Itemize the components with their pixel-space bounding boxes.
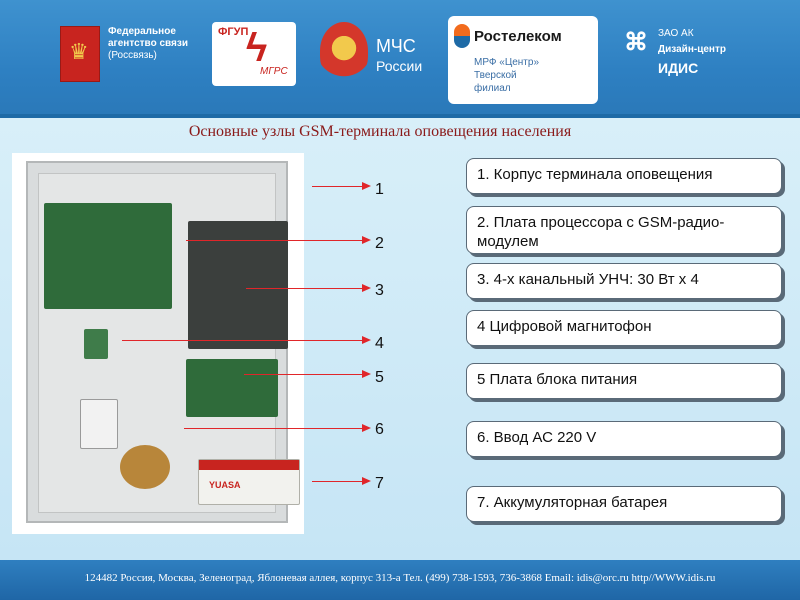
marker-4: 4 (375, 335, 384, 352)
fgup-mgrs-logo (212, 22, 296, 86)
callout-6: 6. Ввод АС 220 V (466, 421, 782, 457)
arrow-4-head (362, 336, 371, 344)
cabinet-enclosure (26, 161, 288, 523)
rostelecom-line2: Тверской (474, 70, 517, 81)
arrow-2-head (362, 236, 371, 244)
arrow-6-line (184, 428, 364, 429)
rossvyaz-abbr: (Россвязь) (108, 50, 157, 61)
footer-contacts: 124482 Россия, Москва, Зеленоград, Яблоневая аллея, корпус 313-а Тел. (499) 738-1593, 736-3868 Email: idis@orc.ru http//WWW.idis.ru (84, 572, 716, 584)
eagle-icon: ♛ (69, 39, 89, 64)
terminal-photo (12, 153, 304, 534)
arrow-4-line (122, 340, 364, 341)
idis-line2: Дизайн-центр (658, 44, 726, 55)
marker-1: 1 (375, 181, 384, 198)
idis-line3: ИДИС (658, 60, 699, 76)
idis-logo-icon: ⌘ (624, 29, 648, 56)
callout-3: 3. 4-х канальный УНЧ: 30 Вт х 4 (466, 263, 782, 299)
russian-emblem-logo (60, 26, 100, 82)
ac-breaker (80, 399, 118, 449)
slide-title: Основные узлы GSM-терминала оповещения населения (188, 123, 572, 140)
processor-board (44, 203, 172, 309)
battery-label: YUASA (209, 480, 241, 490)
lightning-icon: ϟ (246, 26, 268, 70)
battery-band (199, 460, 299, 470)
arrow-7-head (362, 477, 371, 485)
header-banner (0, 0, 800, 118)
callout-7: 7. Аккумуляторная батарея (466, 486, 782, 522)
arrow-3-line (246, 288, 364, 289)
rostelecom-mark-icon (454, 24, 470, 48)
mgrs-label: МГРС (260, 66, 288, 77)
footer-banner (0, 560, 800, 600)
callout-2: 2. Плата процессора с GSM-радио-модулем (466, 206, 782, 254)
callout-1: 1. Корпус терминала оповещения (466, 158, 782, 194)
arrow-1-head (362, 182, 371, 190)
battery (198, 459, 300, 505)
mchs-emblem-logo (320, 22, 368, 80)
rostelecom-logo (448, 16, 598, 104)
marker-5: 5 (375, 369, 384, 386)
arrow-5-head (362, 370, 371, 378)
arrow-2-line (186, 240, 364, 241)
mchs-subtitle: России (376, 58, 423, 74)
mchs-title: МЧС (376, 36, 416, 56)
marker-2: 2 (375, 235, 384, 252)
rostelecom-line1: МРФ «Центр» (474, 57, 540, 68)
power-supply-board (186, 359, 278, 417)
marker-6: 6 (375, 421, 384, 438)
arrow-3-head (362, 284, 371, 292)
rostelecom-line3: филиал (474, 83, 511, 94)
rossvyaz-name: Федеральное агентство связи (108, 26, 188, 49)
arrow-6-head (362, 424, 371, 432)
recorder-board (84, 329, 108, 359)
fgup-label: ФГУП (218, 26, 249, 38)
arrow-1-line (312, 186, 364, 187)
marker-3: 3 (375, 282, 384, 299)
idis-line1: ЗАО АК (658, 28, 694, 39)
callout-4: 4 Цифровой магнитофон (466, 310, 782, 346)
rossvyaz-logo-text (108, 26, 198, 62)
rostelecom-title: Ростелеком (474, 28, 562, 45)
arrow-7-line (312, 481, 364, 482)
marker-7: 7 (375, 475, 384, 492)
callout-5: 5 Плата блока питания (466, 363, 782, 399)
transformer (120, 445, 170, 489)
arrow-5-line (244, 374, 364, 375)
